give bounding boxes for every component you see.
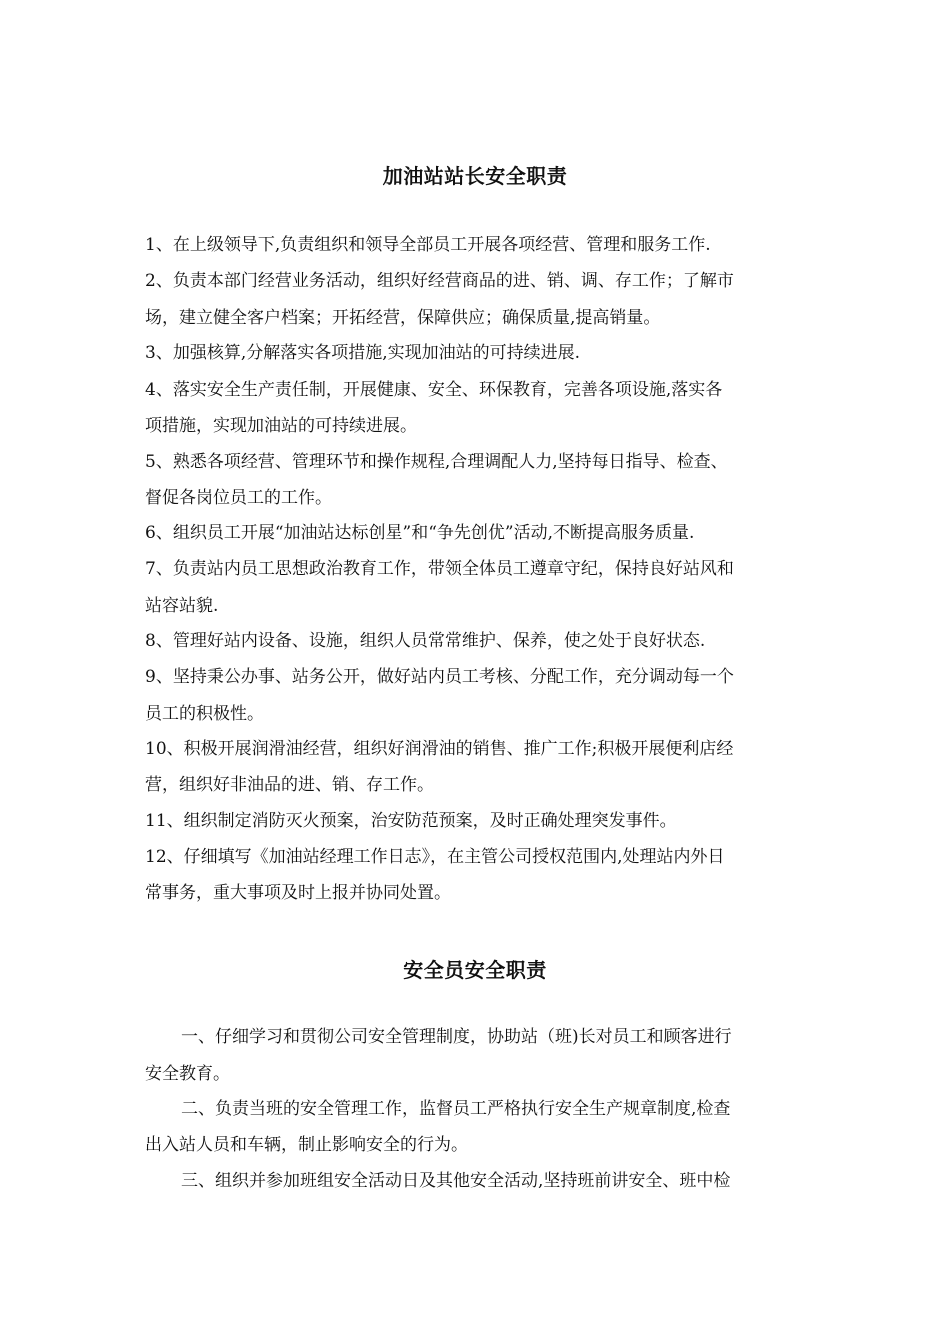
section1-line: 11、组织制定消防灭火预案，治安防范预案，及时正确处理突发事件。	[145, 811, 677, 831]
section1-line: 站容站貌.	[145, 596, 219, 616]
section1-line: 7、负责站内员工思想政治教育工作，带领全体员工遵章守纪，保持良好站风和	[145, 559, 734, 579]
section1-line: 10、积极开展润滑油经营，组织好润滑油的销售、推广工作;积极开展便利店经	[145, 739, 734, 759]
section1-line: 1、在上级领导下,负责组织和领导全部员工开展各项经营、管理和服务工作.	[145, 235, 711, 255]
section2-line: 出入站人员和车辆，制止影响安全的行为。	[145, 1135, 468, 1155]
section1-line: 6、组织员工开展“加油站达标创星”和“争先创优”活动,不断提高服务质量.	[145, 523, 695, 543]
section2-title: 安全员安全职责	[403, 958, 547, 982]
section2-line: 一、仔细学习和贯彻公司安全管理制度，协助站（班)长对员工和顾客进行	[181, 1027, 732, 1047]
section1-line: 4、落实安全生产责任制，开展健康、安全、环保教育，完善各项设施,落实各	[145, 380, 723, 400]
section1-line: 3、加强核算,分解落实各项措施,实现加油站的可持续进展.	[145, 343, 581, 363]
section1-line: 营，组织好非油品的进、销、存工作。	[145, 775, 434, 795]
section1-title: 加油站站长安全职责	[382, 164, 568, 188]
section1-line: 9、坚持秉公办事、站务公开，做好站内员工考核、分配工作，充分调动每一个	[145, 667, 734, 687]
section1-line: 项措施，实现加油站的可持续进展。	[145, 416, 417, 436]
section1-line: 2、负责本部门经营业务活动，组织好经营商品的进、销、调、存工作；了解市	[145, 271, 734, 291]
section1-line: 12、仔细填写《加油站经理工作日志》，在主管公司授权范围内,处理站内外日	[145, 847, 725, 867]
section2-line: 安全教育。	[145, 1064, 230, 1084]
section2-line: 二、负责当班的安全管理工作，监督员工严格执行安全生产规章制度,检查	[181, 1099, 731, 1119]
section1-line: 5、熟悉各项经营、管理环节和操作规程,合理调配人力,坚持每日指导、检查、	[145, 452, 728, 472]
section1-line: 督促各岗位员工的工作。	[145, 488, 332, 508]
section2-line: 三、组织并参加班组安全活动日及其他安全活动,坚持班前讲安全、班中检	[181, 1171, 731, 1191]
section1-line: 场，建立健全客户档案；开拓经营，保障供应；确保质量,提高销量。	[145, 308, 661, 328]
section1-line: 员工的积极性。	[145, 704, 264, 724]
section1-line: 8、管理好站内设备、设施，组织人员常常维护、保养，使之处于良好状态.	[145, 631, 706, 651]
section1-line: 常事务，重大事项及时上报并协同处置。	[145, 883, 451, 903]
